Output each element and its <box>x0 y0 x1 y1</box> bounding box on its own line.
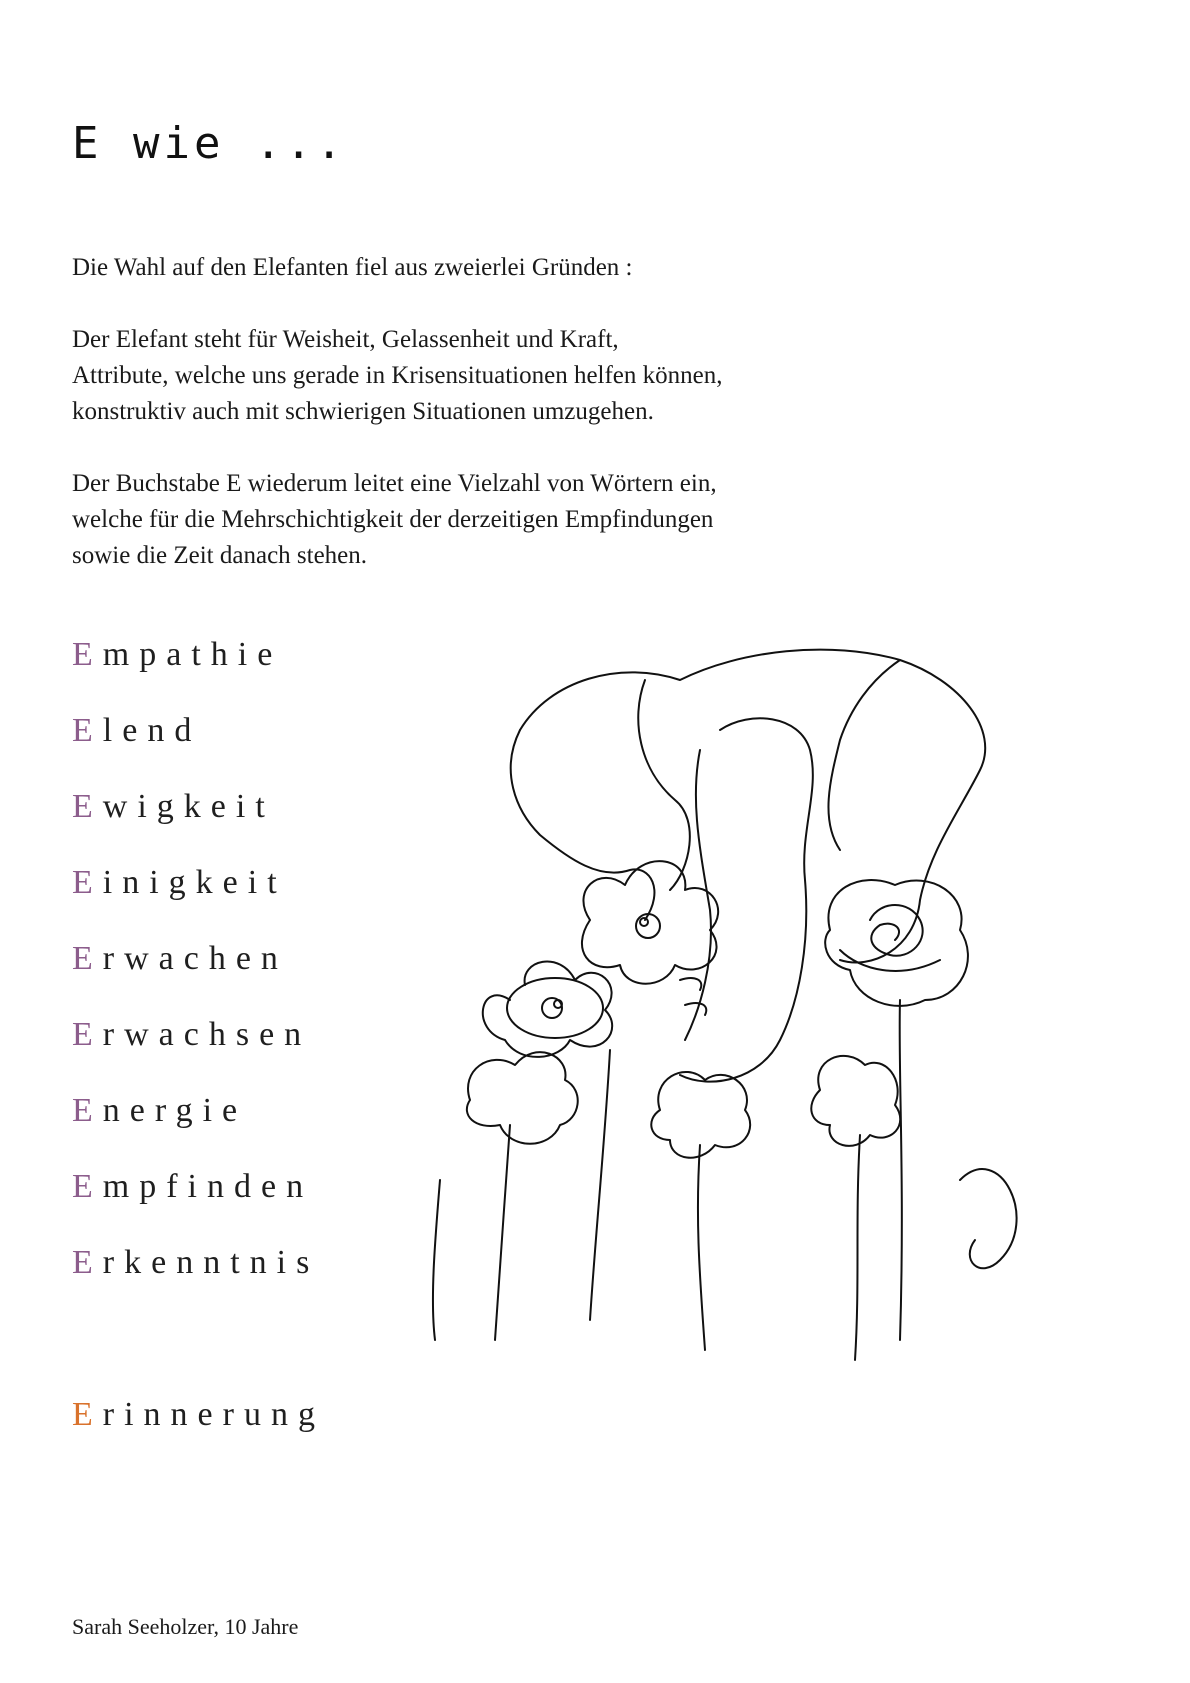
e-word-rest: rkenntnis <box>102 1244 320 1281</box>
e-word-rest: rwachen <box>102 940 288 977</box>
e-word-rest: rinnerung <box>102 1396 325 1433</box>
page-title: E wie ... <box>72 118 347 169</box>
e-word <box>72 788 275 826</box>
e-word-rest: mpathie <box>102 636 283 673</box>
e-word-initial: E <box>72 864 103 901</box>
e-word-initial: E <box>72 1244 103 1281</box>
e-word-rest: lend <box>102 712 202 749</box>
e-word-initial: E <box>72 1092 103 1129</box>
intro-paragraph: Der Buchstabe E wiederum leitet eine Vielzahl von Wörtern ein, welche für die Mehrschichtigkeit der derzeitigen Empfindungen sowie die Zeit danach stehen. <box>72 470 717 569</box>
e-word-rest: rwachsen <box>102 1016 312 1053</box>
e-word <box>72 1092 247 1130</box>
e-word <box>72 712 201 750</box>
e-word-rest: wigkeit <box>102 788 275 825</box>
e-word-rest: inigkeit <box>102 864 287 901</box>
e-word-initial: E <box>72 940 103 977</box>
e-word-rest: mpfinden <box>102 1168 314 1205</box>
e-word <box>72 1168 313 1206</box>
e-word-highlight <box>72 1396 325 1434</box>
intro-text <box>72 250 832 610</box>
elephant-line-drawing-icon <box>400 620 1090 1450</box>
e-word <box>72 1016 311 1054</box>
e-word <box>72 636 282 674</box>
e-word-initial: E <box>72 712 103 749</box>
intro-paragraph: Die Wahl auf den Elefanten fiel aus zweierlei Gründen : <box>72 254 633 281</box>
e-word-rest: nergie <box>102 1092 248 1129</box>
e-word <box>72 1244 319 1282</box>
e-word-initial: E <box>72 1396 103 1433</box>
e-word-initial: E <box>72 788 103 825</box>
e-word <box>72 940 288 978</box>
e-word <box>72 864 287 902</box>
e-word-initial: E <box>72 1016 103 1053</box>
e-word-initial: E <box>72 636 103 673</box>
intro-paragraph: Der Elefant steht für Weisheit, Gelassenheit und Kraft, Attribute, welche uns gerade in Krisensituationen helfen können, konstruktiv auch mit schwierigen Situationen umzugehen. <box>72 326 723 425</box>
author-credit: Sarah Seeholzer, 10 Jahre <box>72 1614 299 1639</box>
e-word-initial: E <box>72 1168 103 1205</box>
